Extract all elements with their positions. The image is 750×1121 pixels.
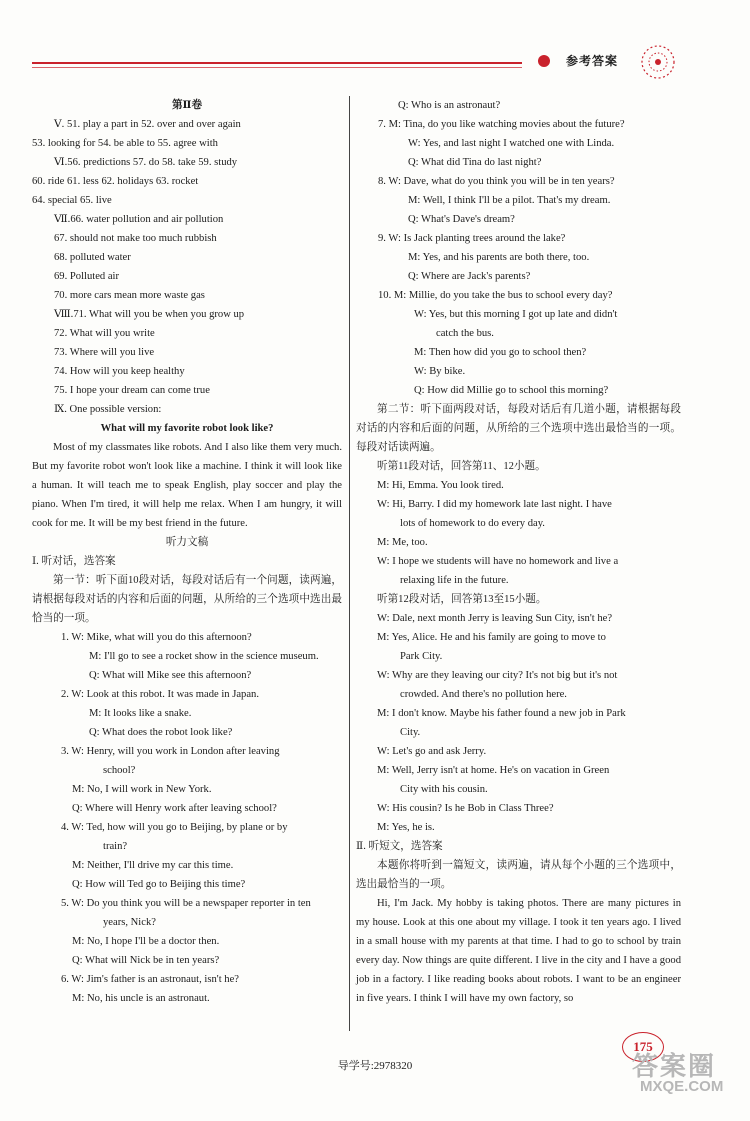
dialog-line: W: Yes, but this morning I got up late and didn't (414, 309, 618, 320)
dialog-line: 2. W: Look at this robot. It was made in Japan. (61, 689, 260, 700)
dialog-line: M: Me, too. (377, 537, 428, 548)
dialog-line: M: No, his uncle is an astronaut. (72, 993, 210, 1004)
dialog-line: Q: How will Ted go to Beijing this time? (72, 879, 246, 890)
watermark-logo: 答案圈 (632, 1051, 717, 1081)
dialog-line: Q: What will Nick be in ten years? (72, 955, 220, 966)
dialog-line: M: It looks like a snake. (89, 708, 192, 719)
answer-line: 53. looking for 54. be able to 55. agree with (32, 138, 218, 149)
dialog-line: M: Yes, and his parents are both there, too. (408, 252, 590, 263)
dialog-line: 8. W: Dave, what do you think you will be in ten years? (378, 176, 615, 187)
watermark-url: MXQE.COM (640, 1078, 724, 1095)
section-title: 第Ⅱ卷 (171, 100, 203, 111)
dialog-line: City. (400, 727, 421, 738)
dialog-line: Q: Where are Jack's parents? (408, 271, 531, 282)
dialog-line: Park City. (400, 651, 443, 662)
dialog-line: City with his cousin. (400, 784, 488, 795)
dialog-line: M: I'll go to see a rocket show in the science museum. (89, 651, 319, 662)
answer-line: Ⅵ.56. predictions 57. do 58. take 59. study (54, 157, 238, 168)
dialog-line: Q: What will Mike see this afternoon? (89, 670, 252, 681)
dialog-line: crowded. And there's no pollution here. (400, 689, 567, 700)
dialog-line: W: Yes, and last night I watched one with Linda. (408, 138, 615, 149)
dialog-line: M: Well, I think I'll be a pilot. That's my dream. (408, 195, 611, 206)
dialog-line: 1. W: Mike, what will you do this afternoon? (61, 632, 252, 643)
answer-line: 74. How will you keep healthy (54, 366, 185, 377)
dialog-line: W: Dale, next month Jerry is leaving Sun City, isn't he? (377, 613, 613, 624)
passage-text: Hi, I'm Jack. My hobby is taking photos. There are many pictures in my house. Look at this one about my village. I took it ten years ago. I lived in a small house with my parents at that time. I had to go to school by train every day. Now things are quite different. I live in the city and I have a good job in a factory. I like reading books about robots. I want to be an engineer in five years. I think I will have my own factory, so (356, 898, 681, 1004)
column-divider (349, 96, 350, 1031)
dialog-line: W: I hope we students will have no homework and live a (377, 556, 619, 567)
dialog-line: M: Neither, I'll drive my car this time. (72, 860, 234, 871)
part1-instruction: 第一节：听下面10段对话，每段对话后有一个问题，读两遍，请根据每段对话的内容和后面的问题，从所给的三个选项中选出最恰当的一项。 (32, 575, 342, 624)
dialog-line: Q: What does the robot look like? (89, 727, 233, 738)
part1-heading: Ⅰ. 听对话，选答案 (32, 556, 116, 567)
dialog-line: M: Then how did you go to school then? (414, 347, 587, 358)
flower-ornament-icon (638, 42, 678, 82)
dialog-line: W: Why are they leaving our city? It's not big but it's not (377, 670, 618, 681)
answer-line: 68. polluted water (54, 252, 131, 263)
dialog-line: Q: Where will Henry work after leaving school? (72, 803, 277, 814)
dialog12-intro: 听第12段对话，回答第13至15小题。 (377, 594, 547, 605)
right-column (356, 96, 681, 1008)
answer-line: 60. ride 61. less 62. holidays 63. rocket (32, 176, 199, 187)
answer-line: Ⅸ. One possible version: (54, 404, 162, 415)
answer-line: 64. special 65. live (32, 195, 112, 206)
dialog-line: M: Hi, Emma. You look tired. (377, 480, 504, 491)
dialog-line: 9. W: Is Jack planting trees around the lake? (378, 233, 566, 244)
dialog-line: 3. W: Henry, will you work in London after leaving (61, 746, 280, 757)
answer-line: 73. Where will you live (54, 347, 155, 358)
header-rule-thin (32, 67, 522, 68)
dialog-line: 7. M: Tina, do you like watching movies about the future? (378, 119, 625, 130)
header-dot-icon (538, 55, 550, 67)
section2-instruction: 第二节：听下面两段对话，每段对话后有几道小题，请根据每段对话的内容和后面的问题，从所给的三个选项中选出最恰当的一项。每段对话读两遍。 (356, 404, 681, 453)
answer-line: 70. more cars mean more waste gas (54, 290, 205, 301)
dialog-line: 5. W: Do you think you will be a newspaper reporter in ten (61, 898, 311, 909)
dialog-line: 10. M: Millie, do you take the bus to school every day? (378, 290, 613, 301)
dialog-line: Q: How did Millie go to school this morning? (414, 385, 609, 396)
dialog-line: lots of homework to do every day. (400, 518, 545, 529)
dialog-line: W: Let's go and ask Jerry. (377, 746, 487, 757)
dialog-line: W: Hi, Barry. I did my homework late last night. I have (377, 499, 612, 510)
dialog-line: M: Well, Jerry isn't at home. He's on vacation in Green (377, 765, 610, 776)
dialog-line: 6. W: Jim's father is an astronaut, isn't he? (61, 974, 239, 985)
essay-title: What will my favorite robot look like? (100, 423, 274, 434)
dialog-line: Q: What's Dave's dream? (408, 214, 515, 225)
dialog-line: Q: What did Tina do last night? (408, 157, 542, 168)
answer-line: Ⅶ.66. water pollution and air pollution (54, 214, 224, 225)
answer-line: Ⅷ.71. What will you be when you grow up (54, 309, 245, 320)
page-number: 175 (622, 1032, 664, 1062)
dialog-line: M: Yes, Alice. He and his family are going to move to (377, 632, 606, 643)
dialog-line: relaxing life in the future. (400, 575, 509, 586)
dialog-line: train? (103, 841, 128, 852)
part2-instruction: 本题你将听到一篇短文，读两遍，请从每个小题的三个选项中，选出最恰当的一项。 (356, 860, 681, 890)
essay-text: Most of my classmates like robots. And I also like them very much. But my favorite robot won't look like a machine. I think it will look like a human. It will teach me to speak English, play soccer and play the piano. When I'm tired, it will help me relax. When I am hungry, it will cook for me. It will be my best friend in the future. (32, 442, 342, 529)
answer-line: 67. should not make too much rubbish (54, 233, 217, 244)
answer-line: 69. Polluted air (54, 271, 120, 282)
left-column (32, 96, 342, 1008)
answer-line: Ⅴ. 51. play a part in 52. over and over again (54, 119, 241, 130)
listening-title: 听力文稿 (165, 537, 209, 548)
dialog-line: school? (103, 765, 136, 776)
part2-heading: Ⅱ. 听短文，选答案 (356, 841, 443, 852)
dialog-line: M: Yes, he is. (377, 822, 435, 833)
dialog-line: W: By bike. (414, 366, 466, 377)
guide-number: 导学号:2978320 (337, 1060, 413, 1072)
dialog11-intro: 听第11段对话，回答第11、12小题。 (377, 461, 546, 472)
dialog-line: M: I don't know. Maybe his father found a new job in Park (377, 708, 626, 719)
header-title: 参考答案 (566, 54, 619, 68)
dialog-line: M: No, I hope I'll be a doctor then. (72, 936, 220, 947)
dialog-line: years, Nick? (103, 917, 156, 928)
dialog-line: Q: Who is an astronaut? (398, 100, 501, 111)
header-rule (32, 62, 522, 64)
dialog-line: M: No, I will work in New York. (72, 784, 212, 795)
answer-line: 72. What will you write (54, 328, 155, 339)
dialog-line: 4. W: Ted, how will you go to Beijing, by plane or by (61, 822, 288, 833)
dialog-line: W: His cousin? Is he Bob in Class Three? (377, 803, 554, 814)
answer-line: 75. I hope your dream can come true (54, 385, 210, 396)
dialog-line: catch the bus. (436, 328, 494, 339)
